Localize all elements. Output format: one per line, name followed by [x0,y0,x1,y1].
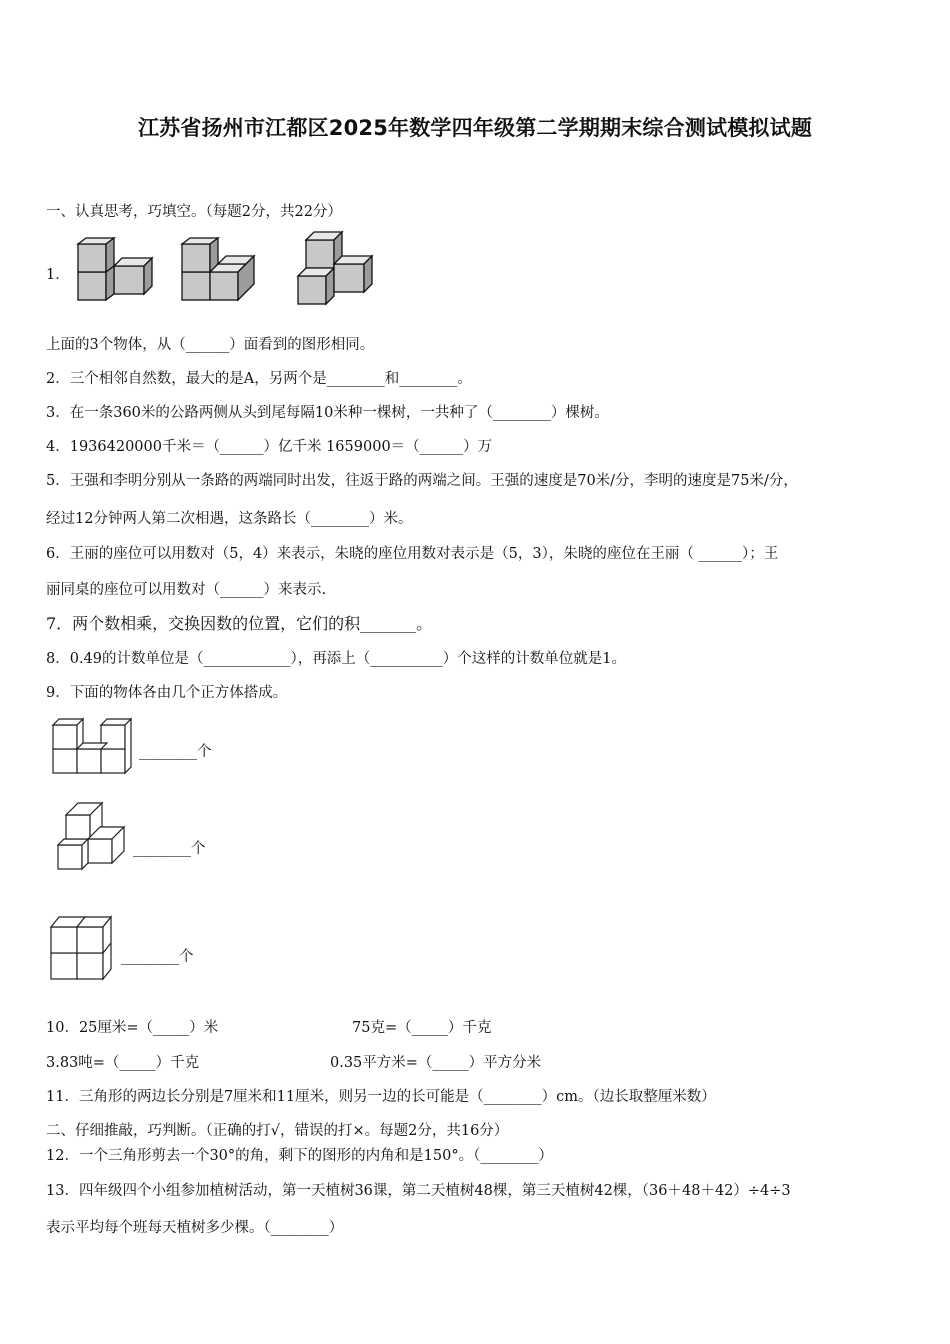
q9-solid-3-figure [48,912,116,982]
page-title: 江苏省扬州市江都区2025年数学四年级第二学期期末综合测试模拟试题 [137,116,813,140]
question-1-text: 上面的3个物体，从（______）面看到的图形相同。 [46,337,375,353]
question-6-line-2: 丽同桌的座位可以用数对（______）来表示. [46,582,327,598]
question-10-part-b: 75克=（_____）千克 [352,1020,492,1036]
q9-solid-2-figure [55,798,131,874]
question-10-part-c: 3.83吨=（_____）千克 [46,1055,200,1071]
question-7: 7．两个数相乘，交换因数的位置，它们的积_______。 [46,614,433,633]
question-9-blank-1: ________个 [139,744,212,760]
q1-solid-b-figure [180,232,262,304]
q9-solid-1-figure [50,716,134,778]
section-1-heading: 一、认真思考，巧填空。（每题2分，共22分） [46,204,342,220]
question-4: 4．1936420000千米＝（______）亿千米 1659000＝（______）万 [46,439,493,455]
question-13-line-1: 13．四年级四个小组参加植树活动，第一天植树36课，第二天植树48棵，第三天植树42棵，（36＋48＋42）÷4÷3 [46,1183,791,1199]
question-10-part-d: 0.35平方米=（_____）平方分米 [330,1055,542,1071]
q1-solid-a-figure [76,232,156,304]
question-9-blank-2: ________个 [133,841,206,857]
question-2: 2．三个相邻自然数，最大的是A，另两个是________和________。 [46,371,472,387]
section-2-heading: 二、仔细推敲，巧判断。（正确的打√，错误的打×。每题2分，共16分） [46,1123,509,1139]
question-6-line-1: 6．王丽的座位可以用数对（5，4）来表示，朱晓的座位用数对表示是（5，3），朱晓的座位在王丽（ ______）；王 [46,546,779,562]
question-9: 9．下面的物体各由几个正方体搭成。 [46,685,288,701]
q1-solid-c-figure [296,226,378,306]
question-10-part-a: 10．25厘米=（_____）米 [46,1020,219,1036]
question-3: 3．在一条360米的公路两侧从头到尾每隔10米种一棵树，一共种了（________）棵树。 [46,405,609,421]
question-9-blank-3: ________个 [121,949,194,965]
question-8: 8．0.49的计数单位是（____________），再添上（__________）个这样的计数单位就是1。 [46,651,626,667]
question-5-line-2: 经过12分钟两人第二次相遇，这条路长（________）米。 [46,511,413,527]
question-13-line-2: 表示平均每个班每天植树多少棵。（________） [46,1220,344,1236]
question-5-line-1: 5．王强和李明分别从一条路的两端同时出发，往返于路的两端之间。王强的速度是70米/分，李明的速度是75米/分， [46,473,798,489]
question-1-number: 1． [46,267,70,283]
question-11: 11．三角形的两边长分别是7厘米和11厘米，则另一边的长可能是（________）cm。（边长取整厘米数） [46,1089,716,1105]
question-12: 12．一个三角形剪去一个30°的角，剩下的图形的内角和是150°。（________） [46,1148,553,1164]
